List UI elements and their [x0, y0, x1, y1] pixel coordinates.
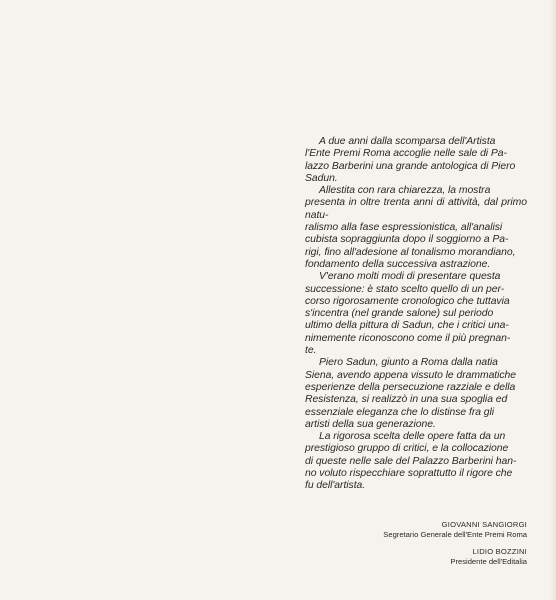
text-line: artisti della sua generazione. [305, 418, 436, 430]
signature-sangiorgi [383, 520, 527, 541]
text-line: ultimo della pittura di Sadun, che i critici una- [305, 320, 509, 332]
text-line: ralismo alla fase espressionistica, all'analisi [305, 222, 503, 234]
signature-name: GIOVANNI SANGIORGI [441, 520, 527, 529]
paragraph-3 [305, 271, 527, 357]
text-line: La rigorosa scelta delle opere fatta da un [319, 431, 506, 443]
text-line: Piero Sadun, giunto a Roma dalla natia [319, 357, 498, 369]
text-line: V'erano molti modi di presentare questa [319, 271, 501, 283]
text-line: Sadun. [305, 172, 338, 184]
text-line: te. [305, 345, 317, 357]
text-line: esperienze della persecuzione razziale e della [305, 381, 516, 393]
signature-block [383, 520, 527, 574]
page-edge [550, 0, 556, 600]
text-line: Allestita con rara chiarezza, la mostra [319, 185, 491, 197]
text-line: cubista sopraggiunta dopo il soggiorno a Pa- [305, 234, 509, 246]
text-line: prestigioso gruppo di critici, e la collocazione [305, 443, 509, 455]
text-line: Siena, avendo appena vissuto le drammatiche [305, 369, 516, 381]
signature-name: LIDIO BOZZINI [472, 546, 527, 556]
text-line: di queste nelle sale del Palazzo Barberini han- [305, 455, 517, 467]
paragraph-2 [305, 185, 527, 271]
text-line: lazzo Barberini una grande antologica di Piero [305, 160, 516, 172]
signature-role: Segretario Generale dell'Ente Premi Roma [383, 530, 527, 540]
text-line: presenta in oltre trenta anni di attività, dal primo natu- [305, 197, 527, 221]
signature-role: Presidente dell'Editalia [450, 557, 527, 567]
paragraph-4 [305, 357, 527, 431]
paragraph-5 [305, 431, 527, 492]
text-line: A due anni dalla scomparsa dell'Artista [319, 136, 496, 147]
text-line: Resistenza, si realizzò in una sua spoglia ed [305, 394, 508, 406]
text-line: nimemente riconoscono come il più pregnan- [305, 332, 511, 344]
text-line: fu dell'artista. [305, 480, 366, 492]
paragraph-1 [305, 136, 527, 185]
text-line: successione: è stato scelto quello di un per- [305, 283, 505, 295]
text-line: l'Ente Premi Roma accoglie nelle sale di Pa- [305, 148, 507, 160]
text-line: fondamento della successiva astrazione. [305, 258, 491, 270]
text-line: corso rigorosamente cronologico che tuttavia [305, 295, 510, 307]
body-text [305, 136, 527, 493]
text-line: rigi, fino all'adesione al tonalismo morandiano, [305, 246, 516, 258]
signature-bozzini [383, 547, 527, 568]
text-line: essenziale eleganza che lo distinse fra gli [305, 406, 495, 418]
text-line: s'incentra (nel grande salone) sul periodo [305, 308, 494, 320]
text-line: no voluto rispecchiare soprattutto il rigore che [305, 468, 513, 480]
